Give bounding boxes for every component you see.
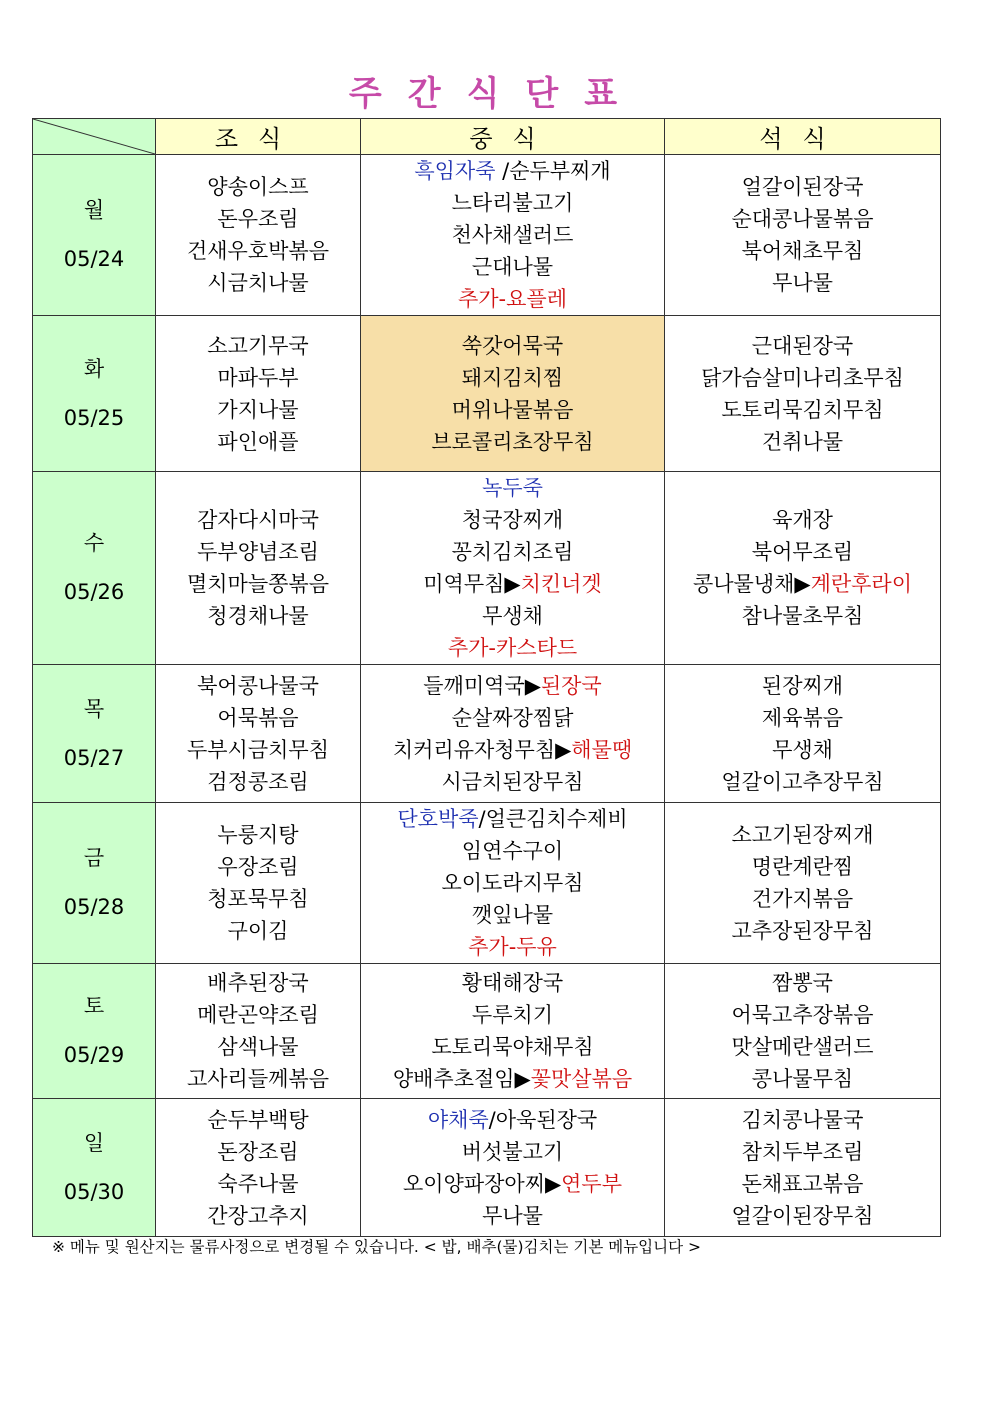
header-dinner: 석식 <box>665 119 941 155</box>
menu-text: 참나물초무침 <box>741 604 864 628</box>
menu-text: 어묵고추장볶음 <box>731 1003 874 1027</box>
breakfast-cell <box>156 155 361 316</box>
menu-text: 추가-카스타드 <box>447 636 578 660</box>
menu-item <box>361 283 664 315</box>
day-name: 월 <box>83 198 105 222</box>
menu-text: 무나물 <box>772 271 833 295</box>
menu-item <box>361 426 664 458</box>
lunch-cell <box>361 964 665 1099</box>
day-date: 05/24 <box>63 247 125 271</box>
dinner-cell <box>665 155 941 316</box>
menu-text: 꽁치김치조림 <box>451 540 574 564</box>
menu-item <box>361 931 664 963</box>
menu-item <box>665 1031 940 1063</box>
menu-item <box>361 219 664 251</box>
diagonal-line <box>33 119 155 154</box>
menu-item <box>361 632 664 664</box>
menu-item <box>665 851 940 883</box>
menu-text: 순살짜장찜닭 <box>451 705 574 730</box>
day-row <box>33 316 941 472</box>
menu-item <box>361 472 664 504</box>
menu-item <box>156 915 360 947</box>
day-row <box>33 472 941 665</box>
day-date: 05/30 <box>63 1179 125 1204</box>
menu-item <box>361 1168 664 1200</box>
menu-item <box>156 1200 360 1232</box>
menu-text: /얼큰김치수제비 <box>478 807 628 831</box>
menu-text: 우장조림 <box>217 855 299 879</box>
menu-text: 누룽지탕 <box>217 823 299 847</box>
menu-item <box>665 235 940 267</box>
menu-item <box>156 702 360 734</box>
menu-text: 계란후라이 <box>810 572 913 596</box>
menu-item <box>156 203 360 235</box>
menu-item <box>156 426 360 458</box>
menu-text: 명란계란찜 <box>751 855 854 879</box>
menu-item <box>361 1104 664 1136</box>
menu-text: 간장고추지 <box>207 1203 309 1228</box>
menu-text: 감자다시마국 <box>197 508 319 532</box>
menu-text: 고추장된장무침 <box>731 919 874 943</box>
menu-text: 돈장조림 <box>217 1139 299 1164</box>
menu-item <box>361 600 664 632</box>
menu-text: 콩나물냉채▶ <box>692 572 811 596</box>
menu-text: 파인애플 <box>217 429 299 454</box>
menu-item <box>361 835 664 867</box>
menu-body <box>33 155 941 1237</box>
menu-text: 배추된장국 <box>207 971 309 995</box>
breakfast-cell <box>156 964 361 1099</box>
menu-text: 북어무조림 <box>751 540 854 564</box>
menu-item <box>156 819 360 851</box>
menu-text: 치커리유자청무침▶ <box>392 737 572 762</box>
day-name: 화 <box>83 356 105 381</box>
footnote: ※ 메뉴 및 원산지는 물류사정으로 변경될 수 있습니다. < 밥, 배추(물)김치는 기본 메뉴입니다 > <box>52 1238 702 1256</box>
menu-item <box>361 766 664 798</box>
header-row <box>33 119 941 155</box>
menu-item <box>156 883 360 915</box>
menu-item <box>665 883 940 915</box>
menu-item <box>665 999 940 1031</box>
lunch-cell <box>361 1099 665 1237</box>
menu-text: 청국장찌개 <box>461 508 564 532</box>
menu-text: 구이김 <box>227 919 289 943</box>
menu-item <box>361 568 664 600</box>
day-name: 토 <box>83 994 105 1018</box>
day-row <box>33 155 941 316</box>
menu-item <box>156 967 360 999</box>
day-row <box>33 803 941 964</box>
menu-item <box>156 1168 360 1200</box>
menu-text: 삼색나물 <box>217 1035 299 1059</box>
day-name: 일 <box>83 1130 105 1155</box>
menu-text: 김치콩나물국 <box>741 1107 864 1132</box>
dinner-cell <box>665 316 941 472</box>
day-cell <box>33 964 156 1099</box>
menu-item <box>665 670 940 702</box>
menu-item <box>361 1063 664 1095</box>
day-date: 05/27 <box>63 745 125 770</box>
menu-text: /순두부찌개 <box>502 159 611 183</box>
menu-item <box>156 362 360 394</box>
menu-item <box>156 267 360 299</box>
menu-text: 양송이스프 <box>207 175 309 199</box>
day-date: 05/25 <box>63 405 125 430</box>
menu-text: /아욱된장국 <box>488 1107 598 1132</box>
menu-item <box>156 851 360 883</box>
menu-text: 시금치된장무침 <box>441 769 584 794</box>
day-name: 수 <box>83 531 105 555</box>
menu-item <box>361 899 664 931</box>
menu-item <box>665 702 940 734</box>
menu-item <box>156 1104 360 1136</box>
menu-text: 무생채 <box>482 604 543 628</box>
corner-cell <box>33 119 156 155</box>
menu-text: 도토리묵김치무침 <box>721 397 884 422</box>
menu-item <box>156 1136 360 1168</box>
menu-text: 고사리들께볶음 <box>186 1067 329 1091</box>
menu-item <box>361 967 664 999</box>
menu-text: 소고기무국 <box>207 333 309 358</box>
menu-item <box>361 362 664 394</box>
menu-text: 추가-두유 <box>468 935 557 959</box>
menu-text: 도토리묵야채무침 <box>431 1035 594 1059</box>
menu-item <box>665 1104 940 1136</box>
breakfast-cell <box>156 665 361 803</box>
breakfast-cell <box>156 803 361 964</box>
menu-item <box>361 330 664 362</box>
menu-text: 무나물 <box>482 1203 543 1228</box>
menu-text: 머위나물볶음 <box>451 397 574 422</box>
day-cell <box>33 1099 156 1237</box>
menu-text: 두루치기 <box>471 1003 554 1027</box>
menu-item <box>665 1200 940 1232</box>
menu-item <box>156 734 360 766</box>
menu-item <box>665 600 940 632</box>
menu-item <box>156 235 360 267</box>
menu-text: 육개장 <box>772 508 833 532</box>
menu-text: 두부시금치무침 <box>186 737 329 762</box>
menu-item <box>665 171 940 203</box>
lunch-cell <box>361 155 665 316</box>
menu-item <box>361 187 664 219</box>
menu-item <box>361 734 664 766</box>
breakfast-cell <box>156 316 361 472</box>
breakfast-cell <box>156 1099 361 1237</box>
menu-text: 쑥갓어묵국 <box>461 333 564 358</box>
menu-item <box>361 536 664 568</box>
menu-text: 오이도라지무침 <box>441 871 584 895</box>
menu-text: 추가-요플레 <box>457 287 567 311</box>
header-breakfast: 조식 <box>156 119 361 155</box>
menu-text: 돼지김치찜 <box>461 365 564 390</box>
menu-text: 들깨미역국▶ <box>423 673 541 698</box>
menu-text: 건취나물 <box>761 429 844 454</box>
menu-item <box>665 568 940 600</box>
menu-text: 꽃맛살볶음 <box>530 1067 633 1091</box>
menu-item <box>361 702 664 734</box>
menu-text: 해물땡 <box>571 737 633 762</box>
menu-item <box>361 394 664 426</box>
day-cell <box>33 316 156 472</box>
lunch-cell <box>361 803 665 964</box>
menu-text: 양배추초절임▶ <box>392 1067 531 1091</box>
menu-text: 천사채샐러드 <box>451 223 574 247</box>
header-lunch: 중식 <box>361 119 665 155</box>
menu-item <box>156 330 360 362</box>
day-date: 05/28 <box>63 895 125 919</box>
day-name: 금 <box>83 846 105 870</box>
dinner-cell <box>665 665 941 803</box>
menu-text: 두부양념조림 <box>197 540 319 564</box>
day-name: 목 <box>83 696 105 721</box>
menu-text: 얼갈이된장무침 <box>731 1203 874 1228</box>
menu-text: 콩나물무침 <box>751 1067 854 1091</box>
menu-item <box>665 536 940 568</box>
day-row <box>33 665 941 803</box>
dinner-cell <box>665 472 941 665</box>
menu-item <box>665 915 940 947</box>
menu-item <box>156 1063 360 1095</box>
menu-item <box>665 1168 940 1200</box>
menu-item <box>156 766 360 798</box>
menu-text: 된장국 <box>540 673 602 698</box>
menu-text: 근대된장국 <box>751 333 854 358</box>
weekly-menu-table <box>32 118 941 1237</box>
menu-item <box>665 203 940 235</box>
lunch-cell <box>361 472 665 665</box>
menu-text: 건가지볶음 <box>751 887 854 911</box>
menu-text: 야채죽 <box>427 1107 489 1132</box>
menu-text: 마파두부 <box>217 365 299 390</box>
day-cell <box>33 665 156 803</box>
menu-item <box>361 867 664 899</box>
menu-text: 제육볶음 <box>761 705 844 730</box>
menu-text: 임연수구이 <box>461 839 564 863</box>
menu-text: 검정콩조림 <box>207 769 309 794</box>
menu-item <box>156 568 360 600</box>
menu-text: 건새우호박볶음 <box>186 239 329 263</box>
menu-text: 참치두부조림 <box>741 1139 864 1164</box>
menu-item <box>156 999 360 1031</box>
day-date: 05/26 <box>63 580 125 604</box>
dinner-cell <box>665 803 941 964</box>
menu-item <box>665 394 940 426</box>
menu-item <box>156 1031 360 1063</box>
menu-text: 무생채 <box>772 737 833 762</box>
menu-text: 순대콩나물볶음 <box>731 207 874 231</box>
menu-item <box>361 155 664 187</box>
menu-text: 시금치나물 <box>207 271 309 295</box>
menu-text: 연두부 <box>561 1171 622 1196</box>
menu-item <box>156 504 360 536</box>
menu-text: 얼갈이고추장무침 <box>721 769 884 794</box>
day-date: 05/29 <box>63 1043 125 1067</box>
day-cell <box>33 155 156 316</box>
day-row <box>33 1099 941 1237</box>
menu-text: 미역무침▶ <box>423 572 521 596</box>
menu-text: 황태해장국 <box>461 971 564 995</box>
menu-item <box>361 1136 664 1168</box>
menu-text: 녹두죽 <box>482 476 543 500</box>
menu-item <box>665 267 940 299</box>
menu-text: 흑임자죽 <box>414 159 503 183</box>
menu-text: 브로콜리초장무침 <box>431 429 594 454</box>
menu-item <box>156 536 360 568</box>
menu-item <box>665 426 940 458</box>
menu-item <box>361 251 664 283</box>
day-cell <box>33 472 156 665</box>
page-title: 주간식단표 <box>348 74 644 114</box>
menu-text: 맛살메란샐러드 <box>731 1035 874 1059</box>
menu-item <box>361 999 664 1031</box>
menu-text: 된장찌개 <box>761 673 844 698</box>
menu-text: 가지나물 <box>217 397 299 422</box>
menu-text: 돈우조림 <box>217 207 299 231</box>
menu-item <box>156 670 360 702</box>
menu-item <box>361 1031 664 1063</box>
menu-text: 얼갈이된장국 <box>741 175 864 199</box>
dinner-cell <box>665 964 941 1099</box>
menu-item <box>361 1200 664 1232</box>
menu-text: 버섯불고기 <box>461 1139 564 1164</box>
menu-text: 돈채표고볶음 <box>741 1171 864 1196</box>
menu-text: 근대나물 <box>471 255 554 279</box>
lunch-cell <box>361 316 665 472</box>
menu-item <box>361 504 664 536</box>
menu-text: 단호박죽 <box>397 807 479 831</box>
menu-text: 깻잎나물 <box>471 903 554 927</box>
menu-item <box>156 394 360 426</box>
menu-item <box>665 1136 940 1168</box>
menu-text: 청경채나물 <box>207 604 309 628</box>
menu-text: 닭가슴살미나리초무침 <box>701 365 904 390</box>
breakfast-cell <box>156 472 361 665</box>
menu-text: 짬뽕국 <box>772 971 833 995</box>
menu-text: 순두부백탕 <box>207 1107 309 1132</box>
menu-text: 소고기된장찌개 <box>731 823 874 847</box>
menu-item <box>665 1063 940 1095</box>
menu-text: 멸치마늘쫑볶음 <box>186 572 329 596</box>
menu-item <box>665 766 940 798</box>
dinner-cell <box>665 1099 941 1237</box>
menu-item <box>156 171 360 203</box>
menu-item <box>665 330 940 362</box>
menu-item <box>156 600 360 632</box>
menu-item <box>665 504 940 536</box>
menu-text: 오이양파장아찌▶ <box>402 1171 562 1196</box>
menu-item <box>361 670 664 702</box>
menu-item <box>665 362 940 394</box>
menu-item <box>665 967 940 999</box>
menu-text: 치킨너겟 <box>520 572 602 596</box>
menu-text: 어묵볶음 <box>217 705 299 730</box>
menu-text: 느타리불고기 <box>451 191 574 215</box>
menu-text: 청포묵무침 <box>207 887 309 911</box>
menu-text: 숙주나물 <box>217 1171 299 1196</box>
menu-item <box>665 734 940 766</box>
menu-text: 북어채초무침 <box>741 239 864 263</box>
day-row <box>33 964 941 1099</box>
menu-item <box>665 819 940 851</box>
lunch-cell <box>361 665 665 803</box>
menu-item <box>361 803 664 835</box>
menu-text: 메란곤약조림 <box>197 1003 319 1027</box>
menu-text: 북어콩나물국 <box>197 673 319 698</box>
day-cell <box>33 803 156 964</box>
